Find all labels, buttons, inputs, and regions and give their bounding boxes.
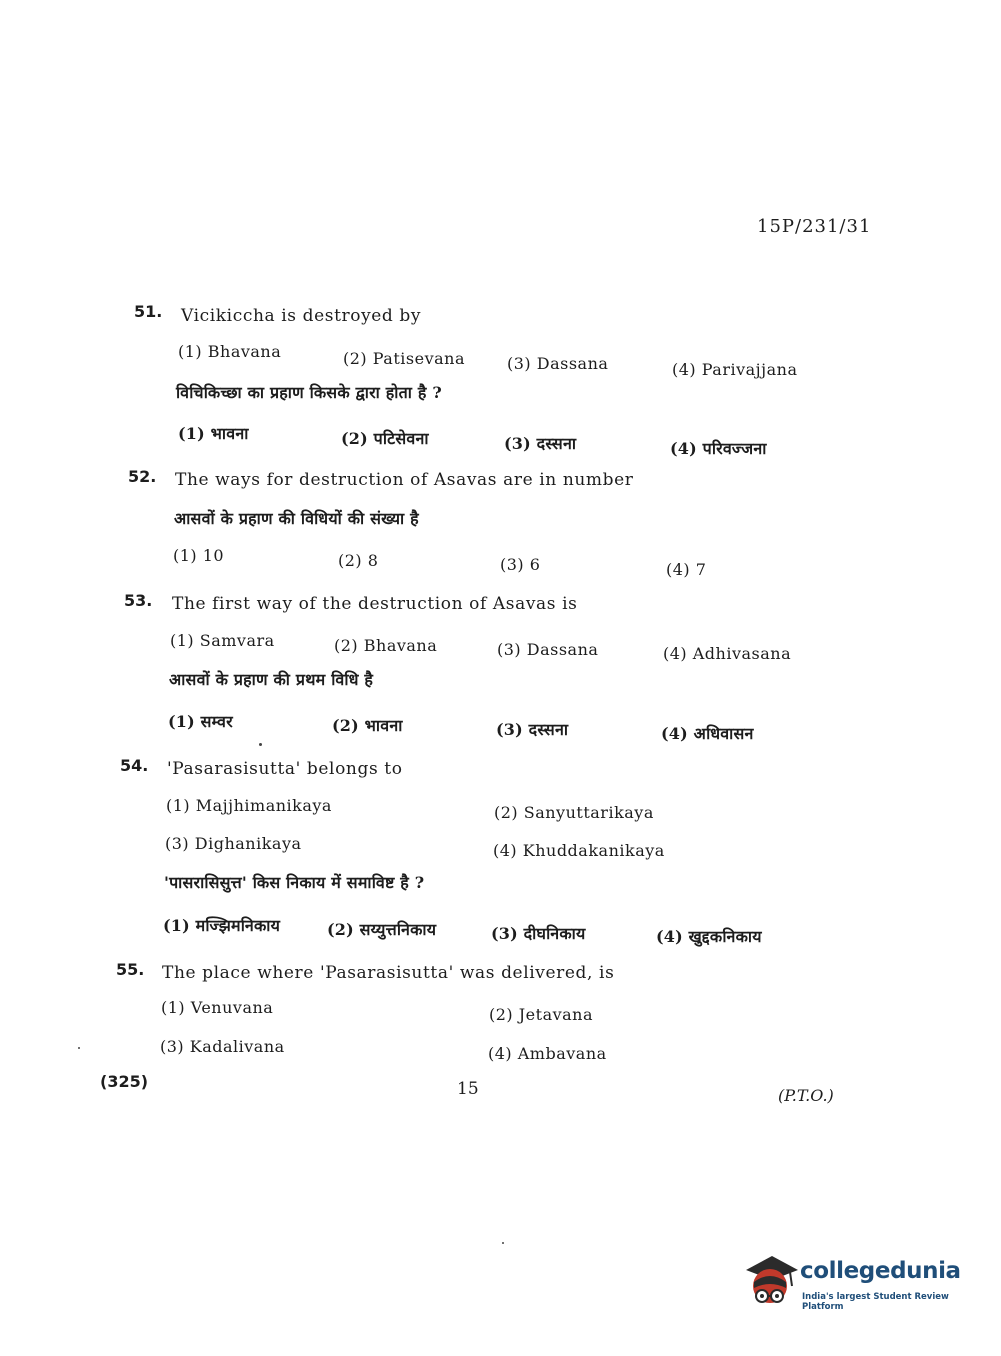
logo-tagline: India's largest Student Review Platform (802, 1292, 949, 1312)
option-en-4: (4) Khuddakanikaya (493, 841, 665, 860)
option-en-4: (4) Adhivasana (663, 644, 792, 663)
question-number: 51. (134, 302, 163, 321)
collegedunia-logo[interactable] (742, 1250, 972, 1316)
option-4: (4) 7 (666, 560, 707, 579)
option-3: (3) Kadalivana (160, 1037, 285, 1056)
question-text-hi: आसवों के प्रहाण की विधियों की संख्या है (174, 509, 419, 528)
footer-code: (325) (100, 1072, 149, 1091)
option-hi-4: (4) अधिवासन (661, 724, 754, 743)
question-text-en: Vicikiccha is destroyed by (181, 306, 422, 326)
question-text-en: 'Pasarasisutta' belongs to (167, 759, 403, 779)
mascot-icon (742, 1250, 800, 1316)
question-text-en: The ways for destruction of Asavas are in number (175, 470, 634, 490)
option-hi-2: (2) सय्युत्तनिकाय (327, 920, 437, 939)
option-hi-4: (4) खुद्दकनिकाय (656, 927, 762, 946)
option-en-1: (1) Samvara (170, 631, 275, 650)
option-en-4: (4) Parivajjana (672, 360, 798, 379)
option-hi-3: (3) दीघनिकाय (491, 924, 586, 943)
option-en-2: (2) Bhavana (334, 636, 438, 655)
question-text-en: The first way of the destruction of Asavas is (172, 594, 578, 614)
question-text-hi: विचिकिच्छा का प्रहाण किसके द्वारा होता है ? (176, 383, 442, 402)
option-hi-1: (1) सम्वर (168, 712, 233, 731)
page-number: 15 (457, 1079, 479, 1099)
question-text-hi: आसवों के प्रहाण की प्रथम विधि है (169, 670, 374, 689)
option-hi-2: (2) पटिसेवना (341, 429, 429, 448)
question-number: 55. (116, 960, 145, 979)
speck (78, 1047, 80, 1049)
option-hi-1: (1) मज्झिमनिकाय (163, 916, 281, 935)
option-hi-3: (3) दस्सना (496, 720, 569, 739)
option-en-3: (3) Dighanikaya (165, 834, 302, 853)
speck (502, 1242, 504, 1244)
option-3: (3) 6 (500, 555, 541, 574)
option-en-1: (1) Bhavana (178, 342, 282, 361)
option-1: (1) Venuvana (161, 998, 274, 1017)
option-4: (4) Ambavana (488, 1044, 607, 1063)
option-en-1: (1) Majjhimanikaya (166, 796, 332, 815)
option-en-3: (3) Dassana (497, 640, 599, 659)
option-hi-1: (1) भावना (178, 424, 249, 443)
logo-wordmark: collegedunia (800, 1258, 961, 1284)
question-text-hi: 'पासरासिसुत्त' किस निकाय में समाविष्ट है ? (164, 873, 425, 892)
question-number: 54. (120, 756, 149, 775)
speck (259, 743, 262, 746)
option-en-3: (3) Dassana (507, 354, 609, 373)
question-number: 52. (128, 467, 157, 486)
question-number: 53. (124, 591, 153, 610)
pto-label: (P.T.O.) (778, 1086, 834, 1105)
option-2: (2) Jetavana (489, 1005, 594, 1024)
paper-code: 15P/231/31 (757, 216, 872, 237)
option-hi-2: (2) भावना (332, 716, 403, 735)
option-en-2: (2) Sanyuttarikaya (494, 803, 654, 822)
option-hi-3: (3) दस्सना (504, 434, 577, 453)
option-1: (1) 10 (173, 546, 225, 565)
question-text-en: The place where 'Pasarasisutta' was delivered, is (162, 963, 615, 983)
option-hi-4: (4) परिवज्जना (670, 439, 767, 458)
option-2: (2) 8 (338, 551, 379, 570)
option-en-2: (2) Patisevana (343, 349, 465, 368)
